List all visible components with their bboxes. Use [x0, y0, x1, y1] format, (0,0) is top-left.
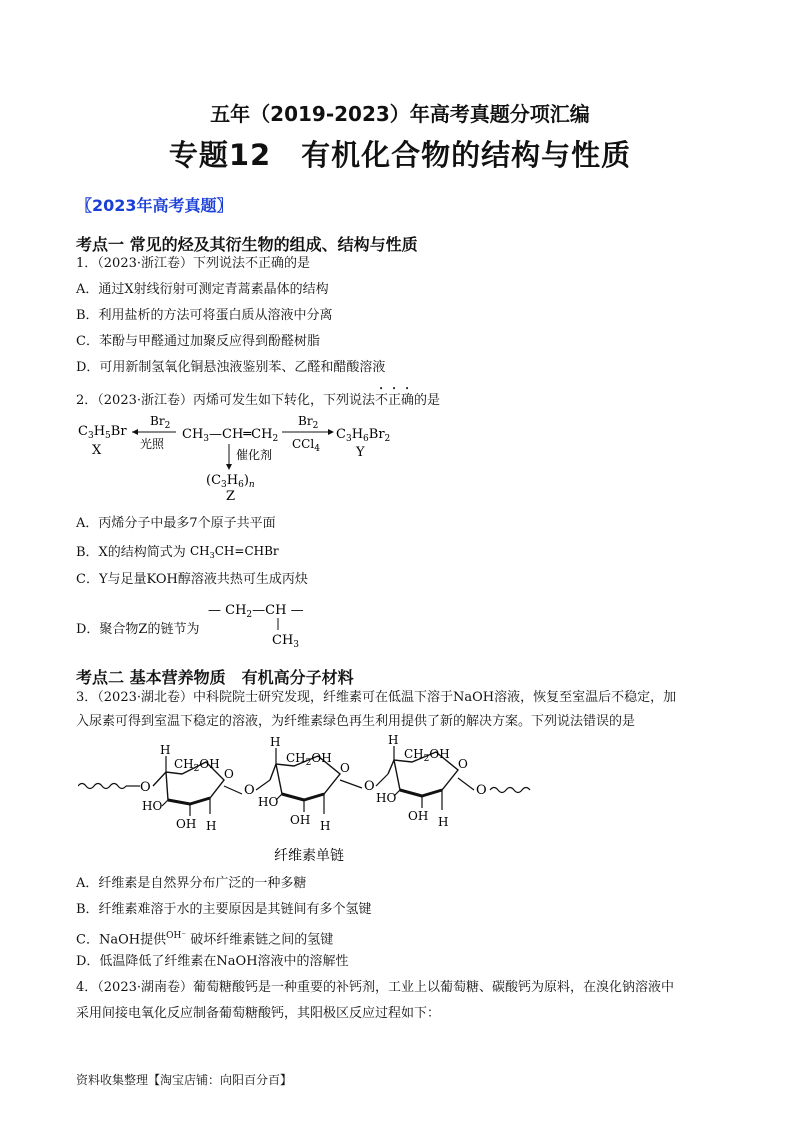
q2-option-d: D．聚合物Z的链节为: [76, 622, 200, 637]
q3-option-c: [76, 928, 333, 948]
q3-option-a: A．纤维素是自然界分布广泛的一种多糖: [76, 876, 307, 891]
svg-text:H: H: [320, 819, 331, 833]
q1-stem: 1．（2023·浙江卷）下列说法不正确的是: [76, 256, 310, 271]
q3-stem-line2: 入尿素可得到室温下稳定的溶液，为纤维素绿色再生利用提供了新的解决方案。下列说法错误的是: [76, 714, 636, 729]
q1-option-c: C．苯酚与甲醛通过加聚反应得到酚醛树脂: [76, 334, 320, 349]
svg-text:HO: HO: [142, 799, 163, 813]
svg-text:H: H: [206, 819, 217, 833]
scheme-right-label: Y: [356, 445, 365, 460]
q2-stem-suffix: 的是: [414, 393, 441, 408]
q2-stem: [76, 385, 440, 409]
q2-stem-emphasis: 不正确: [375, 393, 415, 408]
glucose-ring-2: [258, 735, 350, 833]
svg-text:O: O: [458, 757, 468, 771]
q2-option-c: C．Y与足量KOH醇溶液共热可生成丙炔: [76, 572, 308, 587]
q4-stem-line1: 4．（2023·湖南卷）葡萄糖酸钙是一种重要的补钙剂，工业上以葡萄糖、碳酸钙为原料，在溴化钠溶液中: [76, 980, 674, 995]
scheme-arrowhead-down: [226, 464, 232, 470]
svg-text:OH: OH: [408, 809, 429, 823]
svg-text:H: H: [160, 743, 171, 757]
glucose-ring-1: [142, 743, 234, 833]
svg-text:H: H: [438, 815, 449, 829]
q2-option-b-text: B．X的结构简式为: [76, 545, 186, 560]
svg-text:— CH2—CH —: — $CH_2—CH$ —: [208, 603, 304, 620]
q3-option-c-ion: OH⁻: [166, 931, 187, 941]
svg-text:O: O: [476, 783, 487, 798]
svg-text:OH: OH: [290, 813, 311, 827]
q1-option-b: B．利用盐析的方法可将蛋白质从溶液中分离: [76, 308, 333, 323]
q1-option-d: D．可用新制氢氧化铜悬浊液鉴别苯、乙醛和醋酸溶液: [76, 360, 386, 375]
svg-text:HO: HO: [376, 791, 397, 805]
q1-option-a: A．通过X射线衍射可测定青蒿素晶体的结构: [76, 282, 329, 297]
q2-option-b: [76, 543, 286, 561]
svg-text:H: H: [270, 735, 281, 749]
svg-text:CH2OH: $CH_2OH$: [404, 747, 450, 764]
svg-text:O: O: [244, 783, 255, 798]
point1-heading: 考点一 常见的烃及其衍生物的组成、结构与性质: [76, 235, 418, 254]
document-title-line2: 专题12 有机化合物的结构与性质: [168, 138, 632, 172]
cellulose-figure-caption: 纤维素单链: [274, 848, 344, 864]
svg-text:CH3CH=CHBr: $CH_3CH=CHBr$: [189, 544, 279, 559]
svg-text:O: O: [224, 767, 234, 781]
page-footer: 资料收集整理【淘宝店铺：向阳百分百】: [76, 1073, 293, 1087]
q3-option-d: D．低温降低了纤维素在NaOH溶液中的溶解性: [76, 954, 349, 969]
svg-text:OH: OH: [176, 817, 197, 831]
q4-stem-line2: 采用间接电氧化反应制备葡萄糖酸钙，其阳极区反应过程如下：: [76, 1006, 441, 1021]
q2-option-b-formula: [190, 543, 286, 559]
scheme-down-label: Z: [226, 489, 236, 503]
q2-stem-prefix: 2．（2023·浙江卷）丙烯可发生如下转化，下列说法: [76, 393, 375, 408]
svg-text:CH2OH: $CH_2OH$: [286, 751, 332, 768]
svg-text:CH3: $CH_3$: [272, 633, 300, 650]
svg-text:H: H: [388, 734, 399, 747]
scheme-reagent-left-top: $Br_2$: [150, 414, 171, 431]
scheme-left-label: X: [92, 443, 102, 458]
glucose-ring-3: [376, 734, 468, 829]
svg-text:O: O: [140, 780, 151, 795]
scheme-arrowhead-left: [132, 429, 138, 435]
scheme-center-propene: $CH_3—CH═CH_2$: [182, 427, 279, 444]
q3-option-c-prefix: C．NaOH提供: [76, 932, 167, 948]
svg-text:HO: HO: [258, 795, 279, 809]
q3-stem-line1: 3．（2023·湖北卷）中科院院士研究发现，纤维素可在低温下溶于NaOH溶液，恢复至室温后不稳定，加: [76, 690, 677, 705]
q2-option-a: A．丙烯分子中最多7个原子共平面: [76, 516, 276, 531]
scheme-reagent-left-bottom: 光照: [140, 437, 165, 451]
scheme-reagent-right-bottom: CCl$_4$: [292, 437, 320, 454]
scheme-left-product: $C_3H_5Br$: [78, 424, 127, 441]
svg-text:O: O: [340, 761, 350, 775]
q3-option-c-suffix: 破坏纤维素链之间的氢键: [186, 932, 334, 948]
scheme-down-reagent: 催化剂: [236, 448, 273, 462]
svg-text:CH2OH: $CH_2OH$: [174, 757, 220, 774]
svg-text:O: O: [364, 779, 375, 794]
scheme-right-product: $C_3H_6Br_2$: [336, 427, 391, 444]
q3-option-b: B．纤维素难溶于水的主要原因是其链间有多个氢键: [76, 902, 372, 917]
scheme-reagent-right-top: $Br_2$: [298, 414, 319, 431]
q2-option-d-repeat-unit: [208, 600, 328, 650]
point2-heading: 考点二 基本营养物质 有机高分子材料: [76, 668, 354, 687]
scheme-down-product: $(C_3H_6)_n$: [206, 473, 255, 490]
q2-reaction-scheme: [70, 408, 410, 503]
section-label: 〖2023年高考真题〗: [76, 196, 233, 215]
document-title-line1: 五年（2019-2023）年高考真题分项汇编: [210, 102, 590, 126]
scheme-arrowhead-right: [328, 429, 334, 435]
cellulose-chain-figure: [78, 734, 558, 866]
